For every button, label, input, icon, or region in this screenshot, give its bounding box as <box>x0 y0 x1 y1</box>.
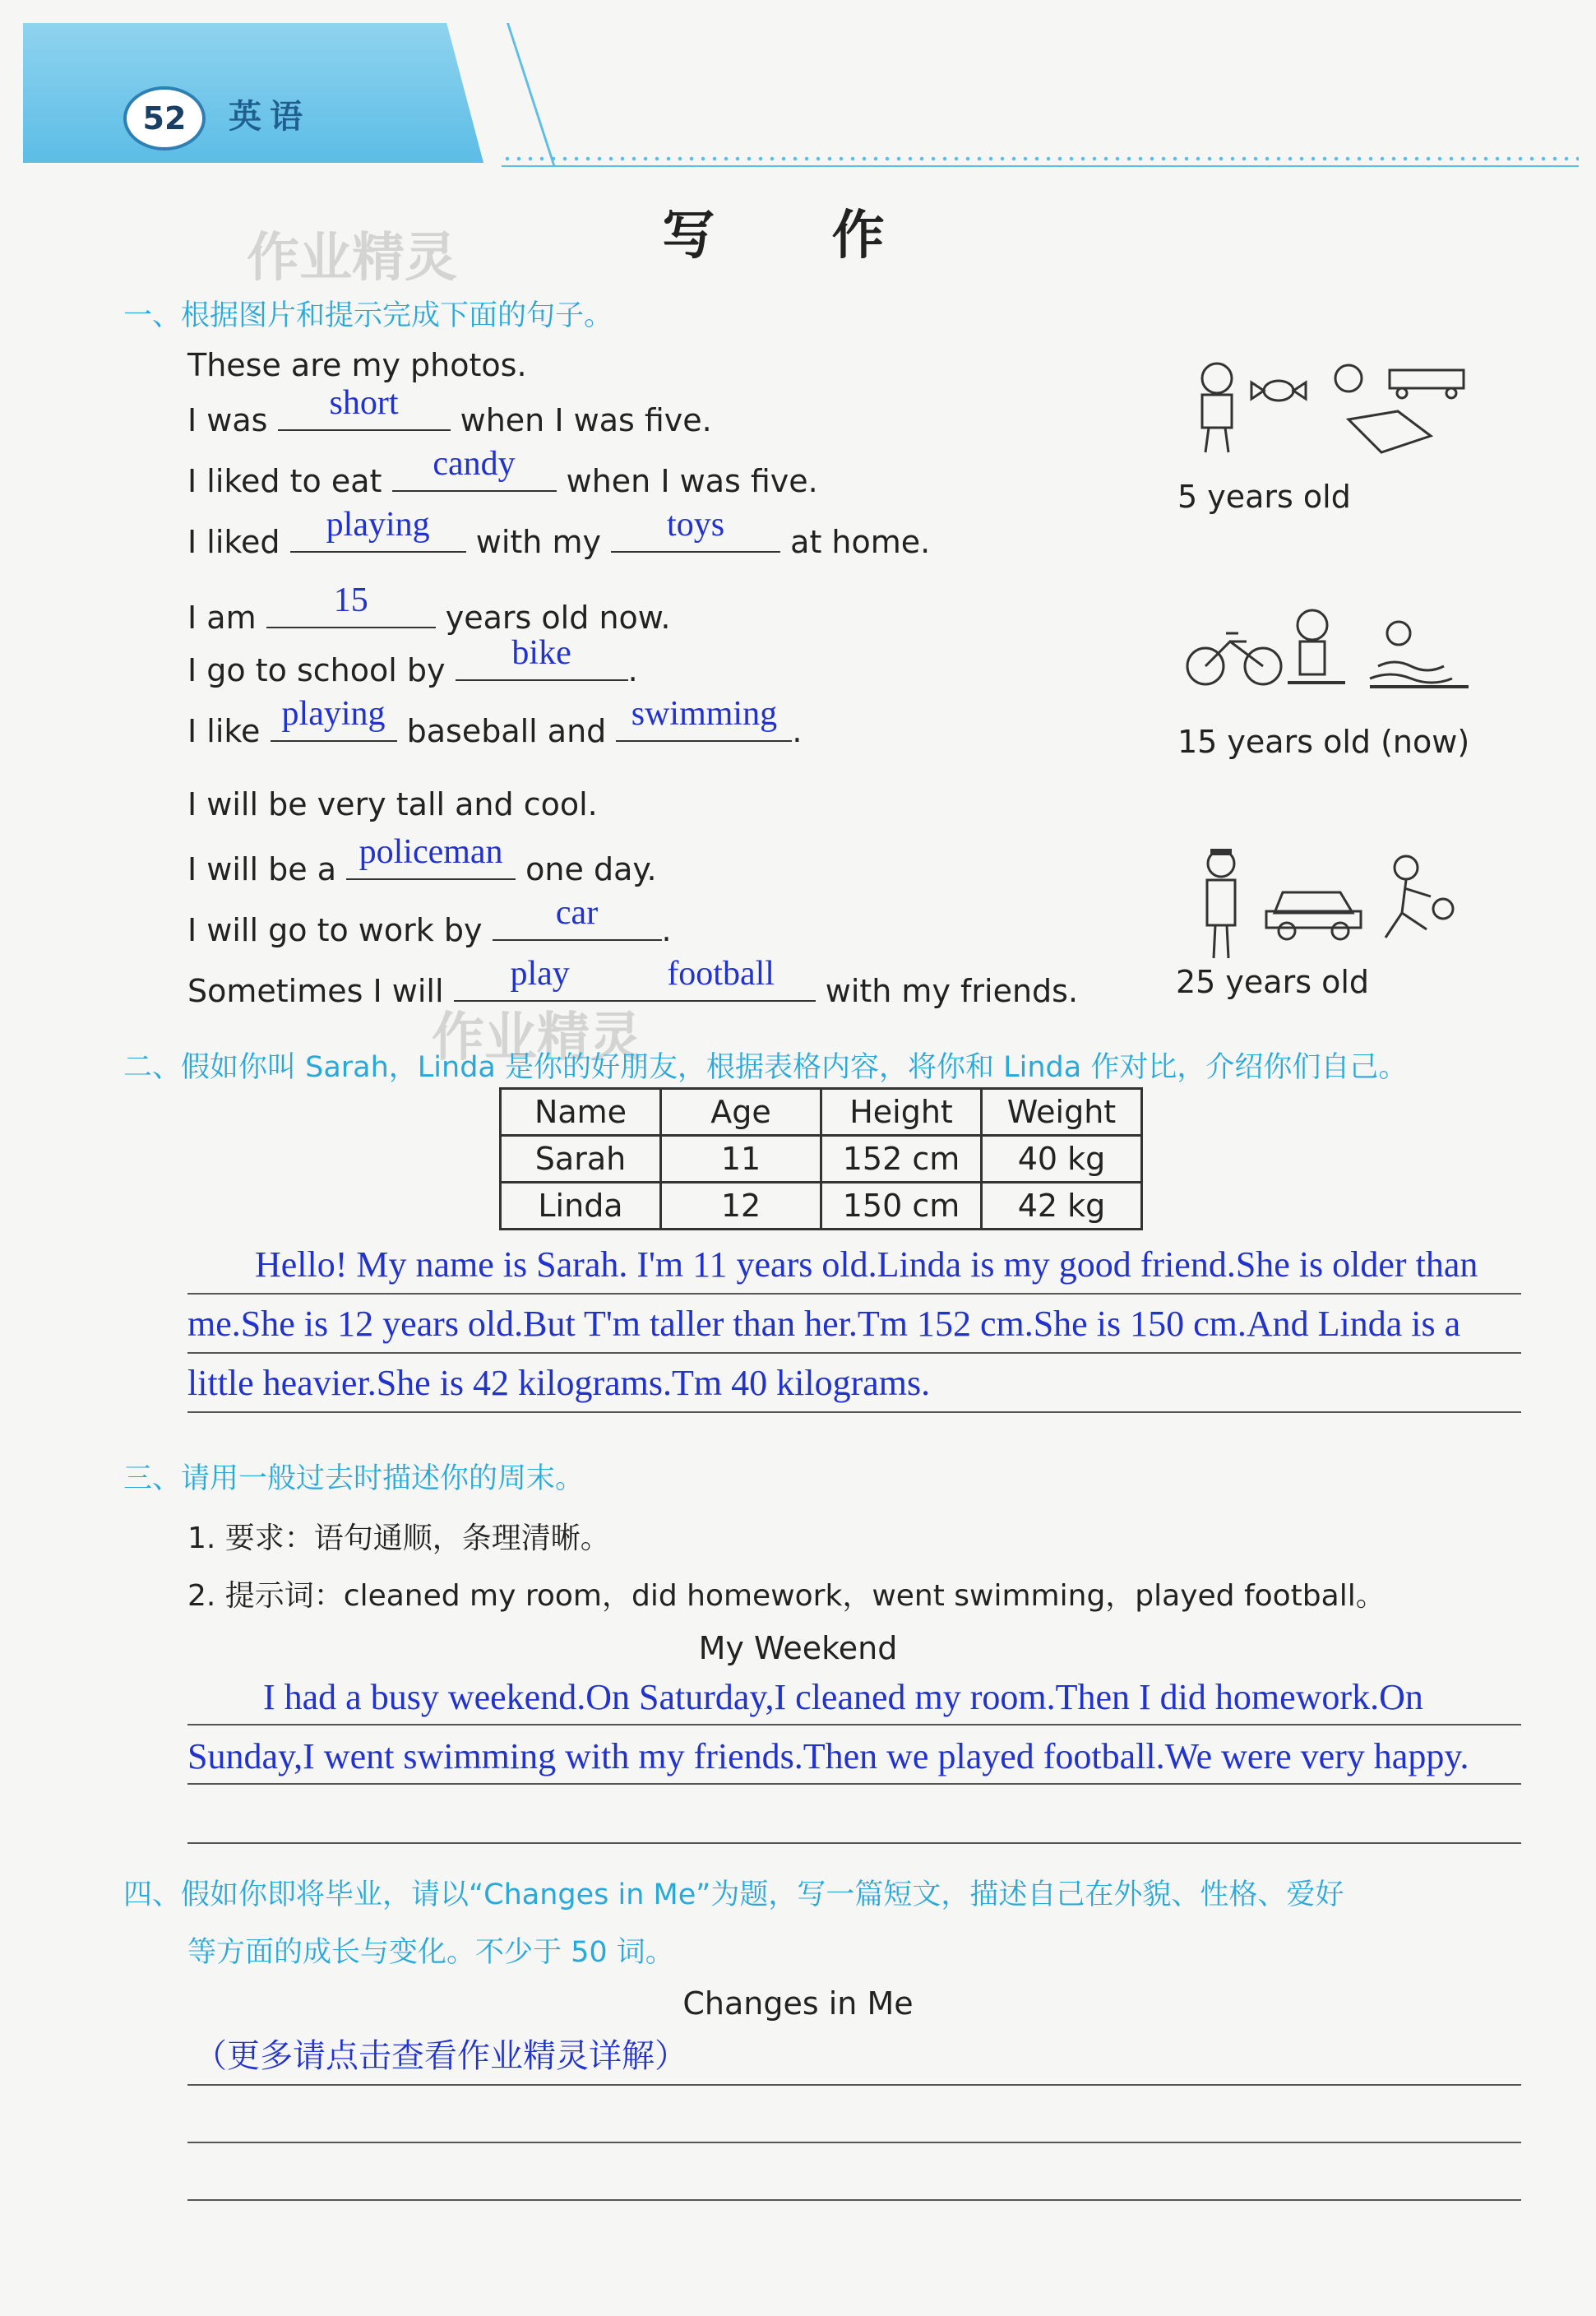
table-cell: 12 <box>661 1183 821 1230</box>
table-cell: 150 cm <box>821 1183 982 1230</box>
answer-text: car <box>555 894 599 932</box>
table-header-row <box>501 1089 1142 1136</box>
sentence-7: I will be very tall and cool. <box>187 786 598 822</box>
essay2-line-1: Hello! My name is Sarah. I'm 11 years old.Linda is my good friend.She is older than <box>255 1244 1478 1285</box>
section4-answer-link[interactable]: （更多请点击查看作业精灵详解） <box>194 2037 687 2075</box>
answer-text: policeman <box>359 833 503 871</box>
answer-text: swimming <box>631 695 778 733</box>
section3-keywords: 2. 提示词：cleaned my room，did homework，went swimming，played football。 <box>187 1579 1386 1613</box>
answer-text: bike <box>511 634 571 672</box>
sentence-10: Sometimes I will play football with my friends. <box>187 955 1079 1009</box>
sentence-1: I was short when I was five. <box>187 384 712 438</box>
answer-blank[interactable] <box>456 634 628 681</box>
table-cell: Linda <box>501 1183 661 1230</box>
comparison-table <box>499 1087 1143 1230</box>
table-header: Weight <box>982 1089 1142 1136</box>
page-title: 写 作 <box>662 205 934 266</box>
sentence-5: I go to school by bike . <box>187 634 638 688</box>
answer-text: toys <box>667 506 725 544</box>
answer-text: 15 <box>333 581 368 619</box>
answer-blank[interactable] <box>616 695 792 742</box>
writing-line <box>187 1411 1521 1413</box>
sentence-4: I am 15 years old now. <box>187 581 671 636</box>
answer-blank[interactable] <box>266 581 436 628</box>
essay3-line-1: I had a busy weekend.On Saturday,I cleaned my room.Then I did homework.On <box>263 1677 1423 1717</box>
section4-heading-1: 四、假如你即将毕业，请以“Changes in Me”为题，写一篇短文，描述自己在外貌、性格、爱好 <box>123 1878 1344 1911</box>
section4-heading-2: 等方面的成长与变化。不少于 50 词。 <box>187 1936 674 1969</box>
answer-text: play <box>510 955 570 993</box>
table-cell: 42 kg <box>982 1183 1142 1230</box>
answer-blank[interactable] <box>611 506 780 553</box>
writing-line <box>187 1293 1521 1295</box>
answer-text: playing <box>326 506 430 544</box>
header-rule <box>502 165 1579 167</box>
table-row <box>501 1183 1142 1230</box>
section3-requirement: 1. 要求：语句通顺，条理清晰。 <box>187 1522 610 1555</box>
watermark-mid: 作业精灵 <box>432 1007 642 1068</box>
table-row <box>501 1136 1142 1183</box>
age-label-15: 15 years old (now) <box>1177 724 1470 760</box>
section4-subtitle: Changes in Me <box>682 1985 914 2022</box>
answer-blank[interactable] <box>627 955 816 1002</box>
table-header: Age <box>661 1089 821 1136</box>
essay2-line-3: little heavier.She is 42 kilograms.Tm 40 kilograms. <box>187 1363 931 1403</box>
writing-line <box>187 2142 1521 2143</box>
answer-blank[interactable] <box>290 506 466 553</box>
section3-heading: 三、请用一般过去时描述你的周末。 <box>123 1462 585 1495</box>
answer-blank[interactable] <box>271 695 397 742</box>
table-cell: 152 cm <box>821 1136 982 1183</box>
subject-label: 英语 <box>229 97 311 136</box>
section1-heading: 一、根据图片和提示完成下面的句子。 <box>123 299 613 332</box>
table-cell: 40 kg <box>982 1136 1142 1183</box>
s1-intro: These are my photos. <box>187 347 527 383</box>
sentence-3: I liked playing with my toys at home. <box>187 506 931 560</box>
essay2-line-2: me.She is 12 years old.But T'm taller than her.Tm 152 cm.She is 150 cm.And Linda is a <box>187 1304 1461 1344</box>
header-dots <box>502 153 1579 164</box>
writing-line <box>187 2199 1521 2201</box>
writing-line <box>187 1724 1521 1725</box>
future-illustration <box>1192 839 1464 962</box>
answer-text: football <box>667 955 775 993</box>
sentence-6: I like playing baseball and swimming . <box>187 695 803 749</box>
table-cell: 11 <box>661 1136 821 1183</box>
answer-blank[interactable] <box>392 445 557 492</box>
childhood-illustration <box>1184 345 1480 461</box>
table-header: Height <box>821 1089 982 1136</box>
table-cell: Sarah <box>501 1136 661 1183</box>
present-illustration <box>1181 600 1477 707</box>
answer-blank[interactable] <box>346 833 516 880</box>
age-label-5: 5 years old <box>1177 479 1351 515</box>
writing-line <box>187 1783 1521 1785</box>
answer-text: candy <box>433 445 516 483</box>
section2-heading: 二、假如你叫 Sarah，Linda 是你的好朋友，根据表格内容，将你和 Linda 作对比，介绍你们自己。 <box>123 1051 1408 1084</box>
writing-line <box>187 1352 1521 1354</box>
answer-blank[interactable] <box>493 894 662 941</box>
sentence-9: I will go to work by car . <box>187 894 672 948</box>
writing-line <box>187 2084 1521 2086</box>
answer-text: playing <box>281 695 386 733</box>
page-number: 52 <box>123 86 206 151</box>
answer-blank[interactable] <box>278 384 451 431</box>
sentence-2: I liked to eat candy when I was five. <box>187 445 818 499</box>
age-label-25: 25 years old <box>1176 964 1370 1000</box>
sentence-8: I will be a policeman one day. <box>187 833 657 887</box>
section3-subtitle: My Weekend <box>698 1630 898 1666</box>
table-header: Name <box>501 1089 661 1136</box>
writing-line <box>187 1842 1521 1844</box>
essay3-line-2: Sunday,I went swimming with my friends.Then we played football.We were very happy. <box>187 1736 1469 1776</box>
watermark-top: 作业精灵 <box>247 228 457 289</box>
answer-text: short <box>329 384 399 422</box>
